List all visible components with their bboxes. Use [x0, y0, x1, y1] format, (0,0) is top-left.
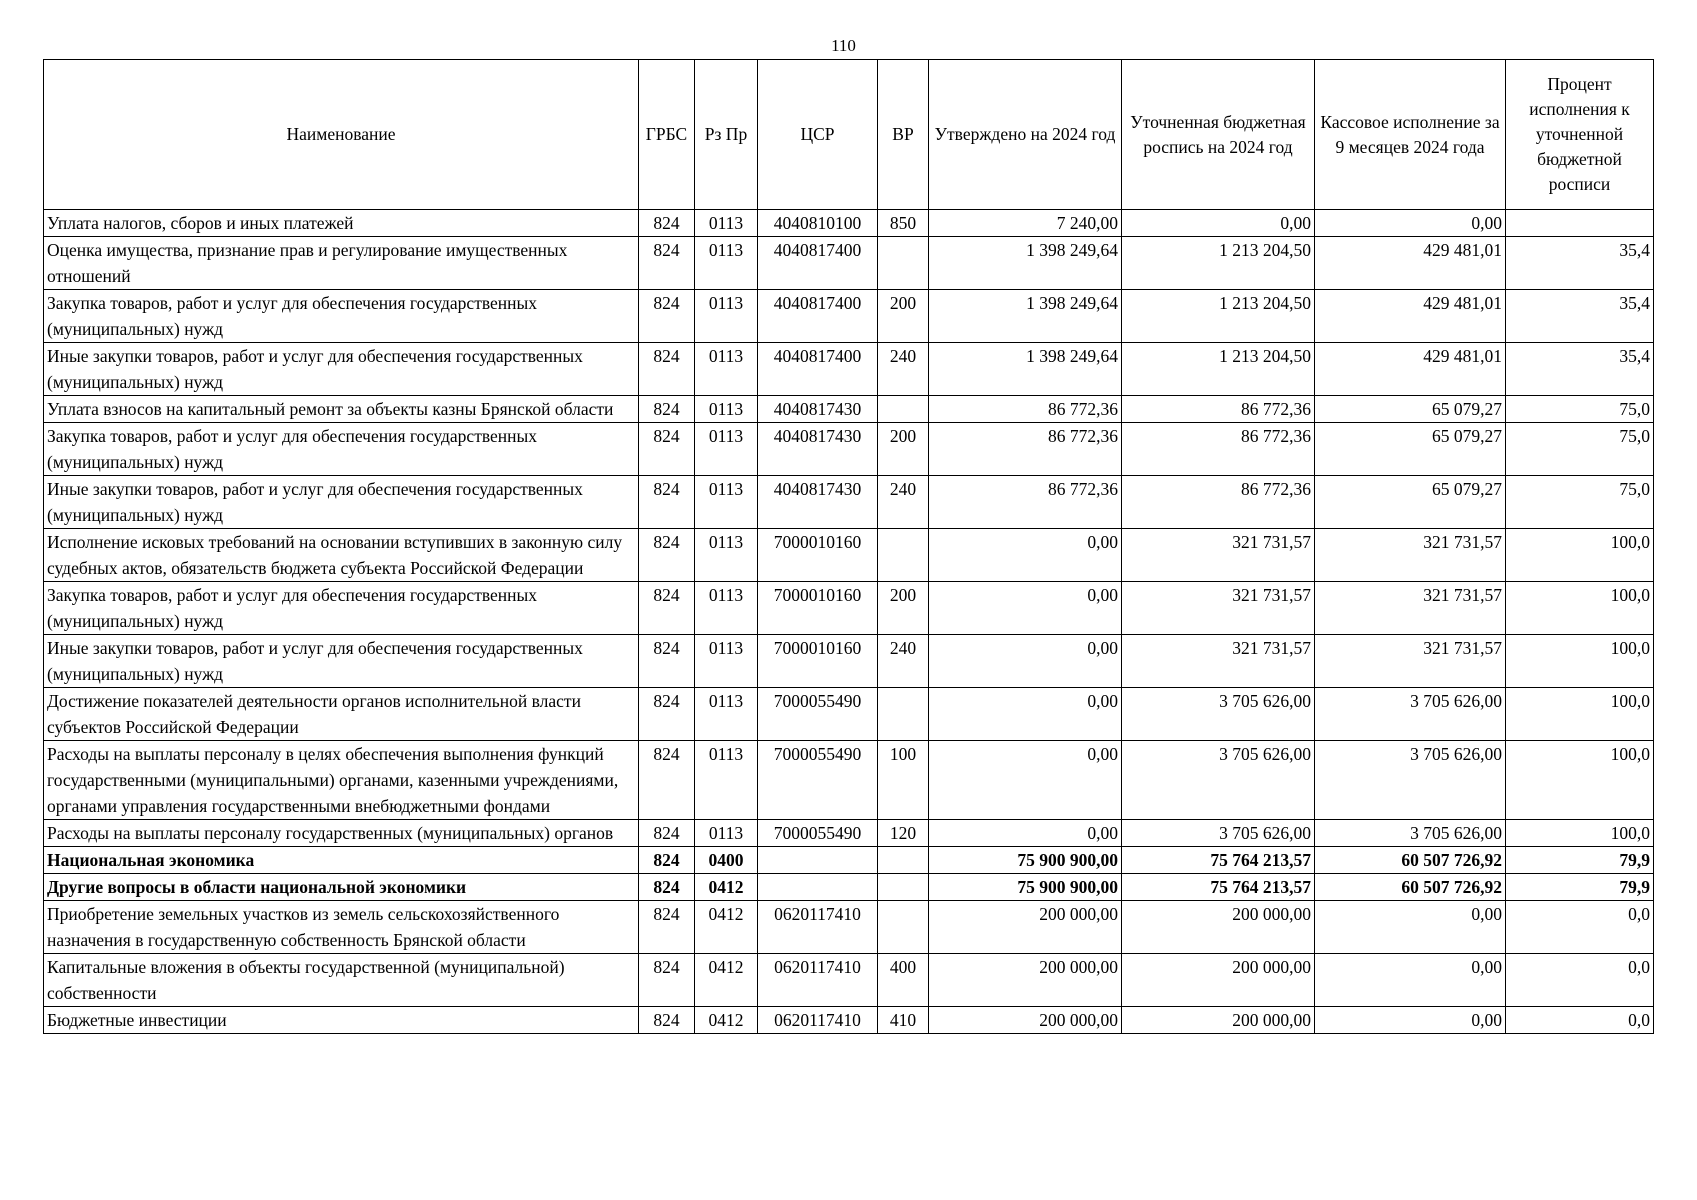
cell-name: Уплата налогов, сборов и иных платежей	[44, 210, 639, 237]
cell-percent: 0,0	[1506, 954, 1654, 1007]
cell-rzpr: 0412	[695, 874, 758, 901]
cell-csr: 0620117410	[758, 901, 878, 954]
cell-rzpr: 0113	[695, 529, 758, 582]
header-refined: Уточненная бюджетная роспись на 2024 год	[1122, 60, 1315, 210]
cell-cash: 0,00	[1315, 901, 1506, 954]
cell-rzpr: 0113	[695, 423, 758, 476]
cell-refined: 1 213 204,50	[1122, 290, 1315, 343]
cell-refined: 86 772,36	[1122, 476, 1315, 529]
cell-name: Другие вопросы в области национальной экономики	[44, 874, 639, 901]
cell-grbs: 824	[639, 343, 695, 396]
cell-cash: 65 079,27	[1315, 396, 1506, 423]
cell-cash: 0,00	[1315, 954, 1506, 1007]
cell-refined: 75 764 213,57	[1122, 847, 1315, 874]
cell-cash: 65 079,27	[1315, 476, 1506, 529]
cell-name: Закупка товаров, работ и услуг для обеспечения государственных (муниципальных) нужд	[44, 423, 639, 476]
cell-vr	[878, 874, 929, 901]
cell-approved: 7 240,00	[929, 210, 1122, 237]
cell-grbs: 824	[639, 582, 695, 635]
header-rzpr: Рз Пр	[695, 60, 758, 210]
cell-percent: 79,9	[1506, 874, 1654, 901]
cell-name: Капитальные вложения в объекты государственной (муниципальной) собственности	[44, 954, 639, 1007]
cell-cash: 0,00	[1315, 210, 1506, 237]
cell-vr: 120	[878, 820, 929, 847]
cell-refined: 0,00	[1122, 210, 1315, 237]
table-row	[44, 820, 1654, 847]
cell-percent: 0,0	[1506, 1007, 1654, 1034]
cell-name: Расходы на выплаты персоналу государственных (муниципальных) органов	[44, 820, 639, 847]
table-row	[44, 847, 1654, 874]
cell-rzpr: 0113	[695, 237, 758, 290]
cell-csr: 4040817400	[758, 290, 878, 343]
cell-grbs: 824	[639, 529, 695, 582]
cell-refined: 321 731,57	[1122, 529, 1315, 582]
cell-name: Уплата взносов на капитальный ремонт за объекты казны Брянской области	[44, 396, 639, 423]
cell-csr: 4040817400	[758, 237, 878, 290]
cell-csr: 7000010160	[758, 635, 878, 688]
cell-vr	[878, 847, 929, 874]
cell-percent: 79,9	[1506, 847, 1654, 874]
cell-cash: 321 731,57	[1315, 582, 1506, 635]
cell-name: Оценка имущества, признание прав и регулирование имущественных отношений	[44, 237, 639, 290]
cell-csr	[758, 847, 878, 874]
cell-name: Исполнение исковых требований на основании вступивших в законную силу судебных актов, обязательств бюджета субъекта Российской Федерации	[44, 529, 639, 582]
cell-vr: 410	[878, 1007, 929, 1034]
cell-refined: 75 764 213,57	[1122, 874, 1315, 901]
header-percent: Процент исполнения к уточненной бюджетной росписи	[1506, 60, 1654, 210]
table-row	[44, 423, 1654, 476]
cell-grbs: 824	[639, 210, 695, 237]
header-csr: ЦСР	[758, 60, 878, 210]
cell-csr	[758, 874, 878, 901]
cell-grbs: 824	[639, 1007, 695, 1034]
table-row	[44, 741, 1654, 820]
cell-name: Приобретение земельных участков из земель сельскохозяйственного назначения в государственную собственность Брянской области	[44, 901, 639, 954]
cell-approved: 0,00	[929, 635, 1122, 688]
cell-csr: 4040817400	[758, 343, 878, 396]
cell-vr	[878, 688, 929, 741]
cell-csr: 7000055490	[758, 688, 878, 741]
cell-cash: 0,00	[1315, 1007, 1506, 1034]
cell-csr: 0620117410	[758, 1007, 878, 1034]
cell-refined: 3 705 626,00	[1122, 820, 1315, 847]
cell-rzpr: 0113	[695, 635, 758, 688]
cell-vr: 200	[878, 423, 929, 476]
cell-rzpr: 0113	[695, 688, 758, 741]
cell-approved: 200 000,00	[929, 1007, 1122, 1034]
table-row	[44, 290, 1654, 343]
cell-percent: 75,0	[1506, 476, 1654, 529]
cell-percent: 35,4	[1506, 237, 1654, 290]
cell-percent: 100,0	[1506, 820, 1654, 847]
cell-approved: 0,00	[929, 741, 1122, 820]
table-row	[44, 874, 1654, 901]
cell-vr: 200	[878, 290, 929, 343]
cell-cash: 429 481,01	[1315, 343, 1506, 396]
header-name: Наименование	[44, 60, 639, 210]
cell-refined: 86 772,36	[1122, 396, 1315, 423]
header-approved: Утверждено на 2024 год	[929, 60, 1122, 210]
cell-percent: 100,0	[1506, 529, 1654, 582]
cell-approved: 0,00	[929, 582, 1122, 635]
cell-cash: 3 705 626,00	[1315, 741, 1506, 820]
header-vr: ВР	[878, 60, 929, 210]
cell-percent: 100,0	[1506, 688, 1654, 741]
cell-name: Бюджетные инвестиции	[44, 1007, 639, 1034]
cell-percent: 75,0	[1506, 396, 1654, 423]
cell-name: Закупка товаров, работ и услуг для обеспечения государственных (муниципальных) нужд	[44, 290, 639, 343]
cell-csr: 0620117410	[758, 954, 878, 1007]
cell-grbs: 824	[639, 635, 695, 688]
cell-percent: 75,0	[1506, 423, 1654, 476]
cell-percent: 100,0	[1506, 582, 1654, 635]
cell-name: Иные закупки товаров, работ и услуг для обеспечения государственных (муниципальных) нужд	[44, 343, 639, 396]
cell-cash: 429 481,01	[1315, 290, 1506, 343]
cell-refined: 1 213 204,50	[1122, 343, 1315, 396]
cell-grbs: 824	[639, 820, 695, 847]
cell-vr	[878, 237, 929, 290]
cell-percent: 35,4	[1506, 343, 1654, 396]
cell-refined: 321 731,57	[1122, 582, 1315, 635]
budget-table	[43, 59, 1654, 1034]
cell-grbs: 824	[639, 290, 695, 343]
cell-rzpr: 0113	[695, 582, 758, 635]
cell-approved: 86 772,36	[929, 423, 1122, 476]
cell-name: Иные закупки товаров, работ и услуг для обеспечения государственных (муниципальных) нужд	[44, 476, 639, 529]
cell-vr: 850	[878, 210, 929, 237]
cell-grbs: 824	[639, 954, 695, 1007]
table-row	[44, 210, 1654, 237]
cell-vr: 240	[878, 635, 929, 688]
cell-rzpr: 0113	[695, 343, 758, 396]
table-body	[44, 210, 1654, 1034]
cell-grbs: 824	[639, 237, 695, 290]
table-row	[44, 529, 1654, 582]
cell-percent: 35,4	[1506, 290, 1654, 343]
table-row	[44, 396, 1654, 423]
cell-vr	[878, 529, 929, 582]
cell-cash: 3 705 626,00	[1315, 688, 1506, 741]
cell-name: Национальная экономика	[44, 847, 639, 874]
cell-rzpr: 0400	[695, 847, 758, 874]
cell-csr: 4040817430	[758, 423, 878, 476]
cell-refined: 3 705 626,00	[1122, 688, 1315, 741]
cell-approved: 86 772,36	[929, 476, 1122, 529]
table-row	[44, 635, 1654, 688]
cell-cash: 65 079,27	[1315, 423, 1506, 476]
table-row	[44, 343, 1654, 396]
page-number: 110	[831, 36, 856, 55]
table-row	[44, 901, 1654, 954]
cell-cash: 60 507 726,92	[1315, 847, 1506, 874]
cell-rzpr: 0412	[695, 1007, 758, 1034]
cell-vr	[878, 396, 929, 423]
cell-csr: 7000010160	[758, 529, 878, 582]
cell-csr: 4040817430	[758, 476, 878, 529]
table-row	[44, 954, 1654, 1007]
cell-name: Расходы на выплаты персоналу в целях обеспечения выполнения функций государственными (муниципальными) органами, казенными учреждениями, органами управления государственными внебюджетными фондами	[44, 741, 639, 820]
header-grbs: ГРБС	[639, 60, 695, 210]
cell-grbs: 824	[639, 423, 695, 476]
cell-approved: 1 398 249,64	[929, 343, 1122, 396]
cell-vr: 240	[878, 476, 929, 529]
cell-percent	[1506, 210, 1654, 237]
cell-refined: 1 213 204,50	[1122, 237, 1315, 290]
cell-csr: 7000055490	[758, 741, 878, 820]
cell-refined: 200 000,00	[1122, 901, 1315, 954]
cell-percent: 100,0	[1506, 741, 1654, 820]
cell-refined: 200 000,00	[1122, 954, 1315, 1007]
cell-refined: 200 000,00	[1122, 1007, 1315, 1034]
cell-rzpr: 0412	[695, 901, 758, 954]
cell-cash: 60 507 726,92	[1315, 874, 1506, 901]
cell-name: Достижение показателей деятельности органов исполнительной власти субъектов Российской Федерации	[44, 688, 639, 741]
cell-refined: 86 772,36	[1122, 423, 1315, 476]
cell-cash: 321 731,57	[1315, 529, 1506, 582]
cell-approved: 0,00	[929, 529, 1122, 582]
cell-csr: 7000010160	[758, 582, 878, 635]
cell-approved: 0,00	[929, 820, 1122, 847]
cell-rzpr: 0113	[695, 741, 758, 820]
cell-rzpr: 0412	[695, 954, 758, 1007]
cell-vr: 400	[878, 954, 929, 1007]
cell-rzpr: 0113	[695, 396, 758, 423]
cell-vr: 200	[878, 582, 929, 635]
cell-grbs: 824	[639, 901, 695, 954]
table-row	[44, 476, 1654, 529]
cell-rzpr: 0113	[695, 210, 758, 237]
cell-rzpr: 0113	[695, 476, 758, 529]
cell-vr: 240	[878, 343, 929, 396]
cell-approved: 1 398 249,64	[929, 237, 1122, 290]
cell-grbs: 824	[639, 874, 695, 901]
cell-grbs: 824	[639, 396, 695, 423]
cell-refined: 3 705 626,00	[1122, 741, 1315, 820]
cell-rzpr: 0113	[695, 290, 758, 343]
cell-cash: 321 731,57	[1315, 635, 1506, 688]
cell-rzpr: 0113	[695, 820, 758, 847]
cell-csr: 7000055490	[758, 820, 878, 847]
cell-grbs: 824	[639, 688, 695, 741]
cell-grbs: 824	[639, 847, 695, 874]
cell-vr	[878, 901, 929, 954]
cell-approved: 1 398 249,64	[929, 290, 1122, 343]
cell-approved: 75 900 900,00	[929, 847, 1122, 874]
cell-name: Закупка товаров, работ и услуг для обеспечения государственных (муниципальных) нужд	[44, 582, 639, 635]
cell-csr: 4040817430	[758, 396, 878, 423]
table-row	[44, 582, 1654, 635]
cell-percent: 0,0	[1506, 901, 1654, 954]
table-row	[44, 237, 1654, 290]
table-row	[44, 1007, 1654, 1034]
table-header	[44, 60, 1654, 210]
cell-cash: 3 705 626,00	[1315, 820, 1506, 847]
cell-approved: 75 900 900,00	[929, 874, 1122, 901]
cell-approved: 200 000,00	[929, 901, 1122, 954]
header-cash: Кассовое исполнение за 9 месяцев 2024 года	[1315, 60, 1506, 210]
cell-vr: 100	[878, 741, 929, 820]
cell-approved: 200 000,00	[929, 954, 1122, 1007]
cell-refined: 321 731,57	[1122, 635, 1315, 688]
cell-percent: 100,0	[1506, 635, 1654, 688]
cell-cash: 429 481,01	[1315, 237, 1506, 290]
cell-grbs: 824	[639, 741, 695, 820]
table-row	[44, 688, 1654, 741]
cell-approved: 86 772,36	[929, 396, 1122, 423]
cell-name: Иные закупки товаров, работ и услуг для обеспечения государственных (муниципальных) нужд	[44, 635, 639, 688]
cell-approved: 0,00	[929, 688, 1122, 741]
cell-csr: 4040810100	[758, 210, 878, 237]
cell-grbs: 824	[639, 476, 695, 529]
